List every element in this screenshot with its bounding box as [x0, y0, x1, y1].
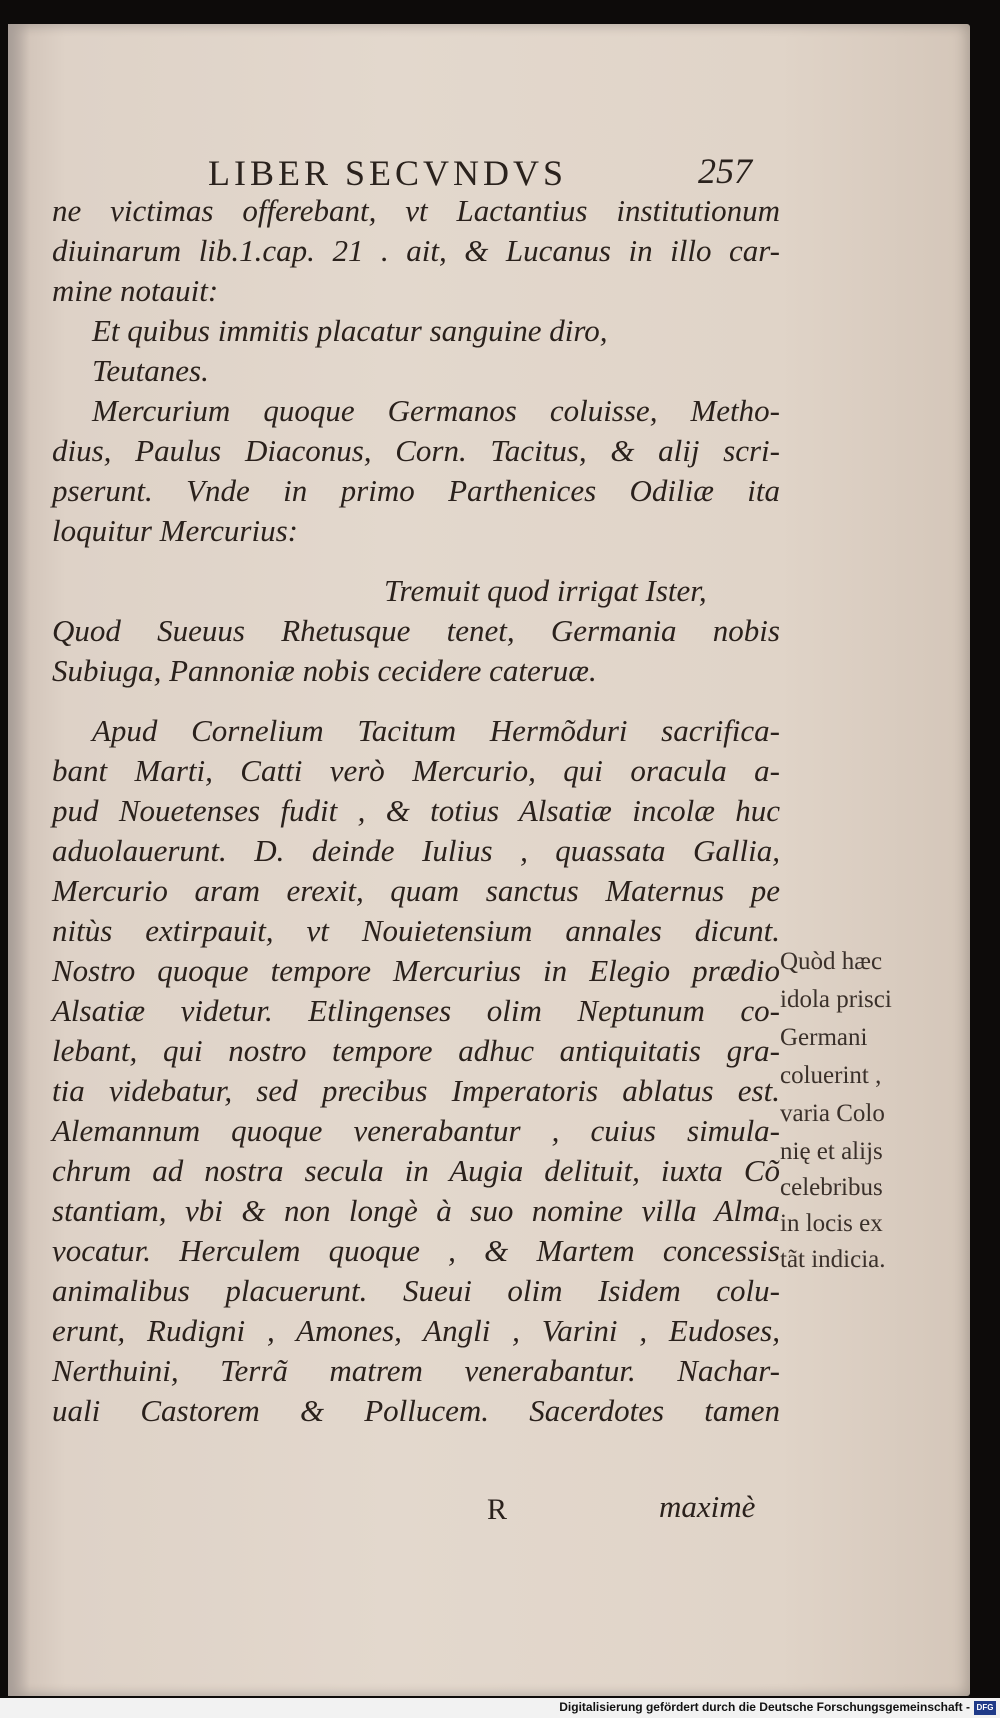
text-line: tia videbatur, sed precibus Imperatoris ablatus est.: [52, 1073, 780, 1108]
text-line: Mercurium quoque Germanos coluisse, Metho-: [92, 393, 780, 428]
text-line: chrum ad nostra secula in Augia delituit, iuxta Cõ: [52, 1153, 780, 1188]
text-line: nitùs extirpauit, vt Nouietensium annales dicunt.: [52, 913, 780, 948]
margin-line: Germani: [780, 1024, 868, 1051]
text-line: uali Castorem & Pollucem. Sacerdotes tamen: [52, 1393, 780, 1428]
text-line: loquitur Mercurius:: [52, 513, 298, 548]
margin-line: Quòd hæc: [780, 948, 883, 975]
footer-bar: [0, 1698, 1000, 1718]
text-line: Alemannum quoque venerabantur , cuius simula-: [52, 1113, 780, 1148]
margin-line: tãt indicia.: [780, 1246, 886, 1273]
book-page: [8, 24, 970, 1696]
text-line: vocatur. Herculem quoque , & Martem concessis: [52, 1233, 780, 1268]
text-line: pserunt. Vnde in primo Parthenices Odiliæ ita: [52, 473, 780, 508]
dfg-logo-icon: DFG: [974, 1701, 996, 1715]
text-line: mine notauit:: [52, 273, 219, 308]
text-line: Nerthuini, Terrã matrem venerabantur. Nachar-: [52, 1353, 780, 1388]
margin-line: idola prisci: [780, 986, 892, 1013]
text-line: stantiam, vbi & non longè à suo nomine villa Alma: [52, 1193, 780, 1228]
text-line: Tremuit quod irrigat Ister,: [384, 573, 707, 608]
text-line: diuinarum lib.1.cap. 21 . ait, & Lucanus in illo car-: [52, 233, 780, 268]
running-title: LIBER SECVNDVS: [208, 153, 568, 193]
text-line: Alsatiæ videtur. Etlingenses olim Neptunum co-: [52, 993, 780, 1028]
text-line: pud Nouetenses fudit , & totius Alsatiæ incolæ huc: [52, 793, 780, 828]
text-line: Apud Cornelium Tacitum Hermõduri sacrifica-: [92, 713, 780, 748]
margin-line: coluerint ,: [780, 1062, 882, 1089]
text-line: Quod Sueuus Rhetusque tenet, Germania nobis: [52, 613, 780, 648]
page-number: 257: [698, 151, 752, 191]
margin-line: nię et alijs: [780, 1138, 883, 1165]
text-line: Teutanes.: [92, 353, 209, 388]
signature-mark: R: [487, 1493, 508, 1526]
text-line: aduolauerunt. D. deinde Iulius , quassata Gallia,: [52, 833, 780, 868]
funding-credit: Digitalisierung gefördert durch die Deutsche Forschungsgemeinschaft -: [559, 1700, 970, 1714]
text-line: bant Marti, Catti verò Mercurio, qui oracula a-: [52, 753, 780, 788]
text-line: erunt, Rudigni , Amones, Angli , Varini , Eudoses,: [52, 1313, 780, 1348]
text-line: dius, Paulus Diaconus, Corn. Tacitus, & alij scri-: [52, 433, 780, 468]
text-line: animalibus placuerunt. Sueui olim Isidem colu-: [52, 1273, 780, 1308]
text-line: Subiuga, Pannoniæ nobis cecidere cateruæ.: [52, 653, 597, 688]
text-line: Et quibus immitis placatur sanguine diro,: [92, 313, 608, 348]
margin-line: celebribus: [780, 1174, 883, 1201]
text-line: lebant, qui nostro tempore adhuc antiquitatis gra-: [52, 1033, 780, 1068]
catchword: maximè: [659, 1489, 756, 1524]
text-line: Nostro quoque tempore Mercurius in Elegio prædio: [52, 953, 780, 988]
text-line: ne victimas offerebant, vt Lactantius institutionum: [52, 193, 780, 228]
margin-line: in locis ex: [780, 1210, 883, 1237]
text-line: Mercurio aram erexit, quam sanctus Maternus pe: [52, 873, 780, 908]
margin-line: varia Colo: [780, 1100, 885, 1127]
